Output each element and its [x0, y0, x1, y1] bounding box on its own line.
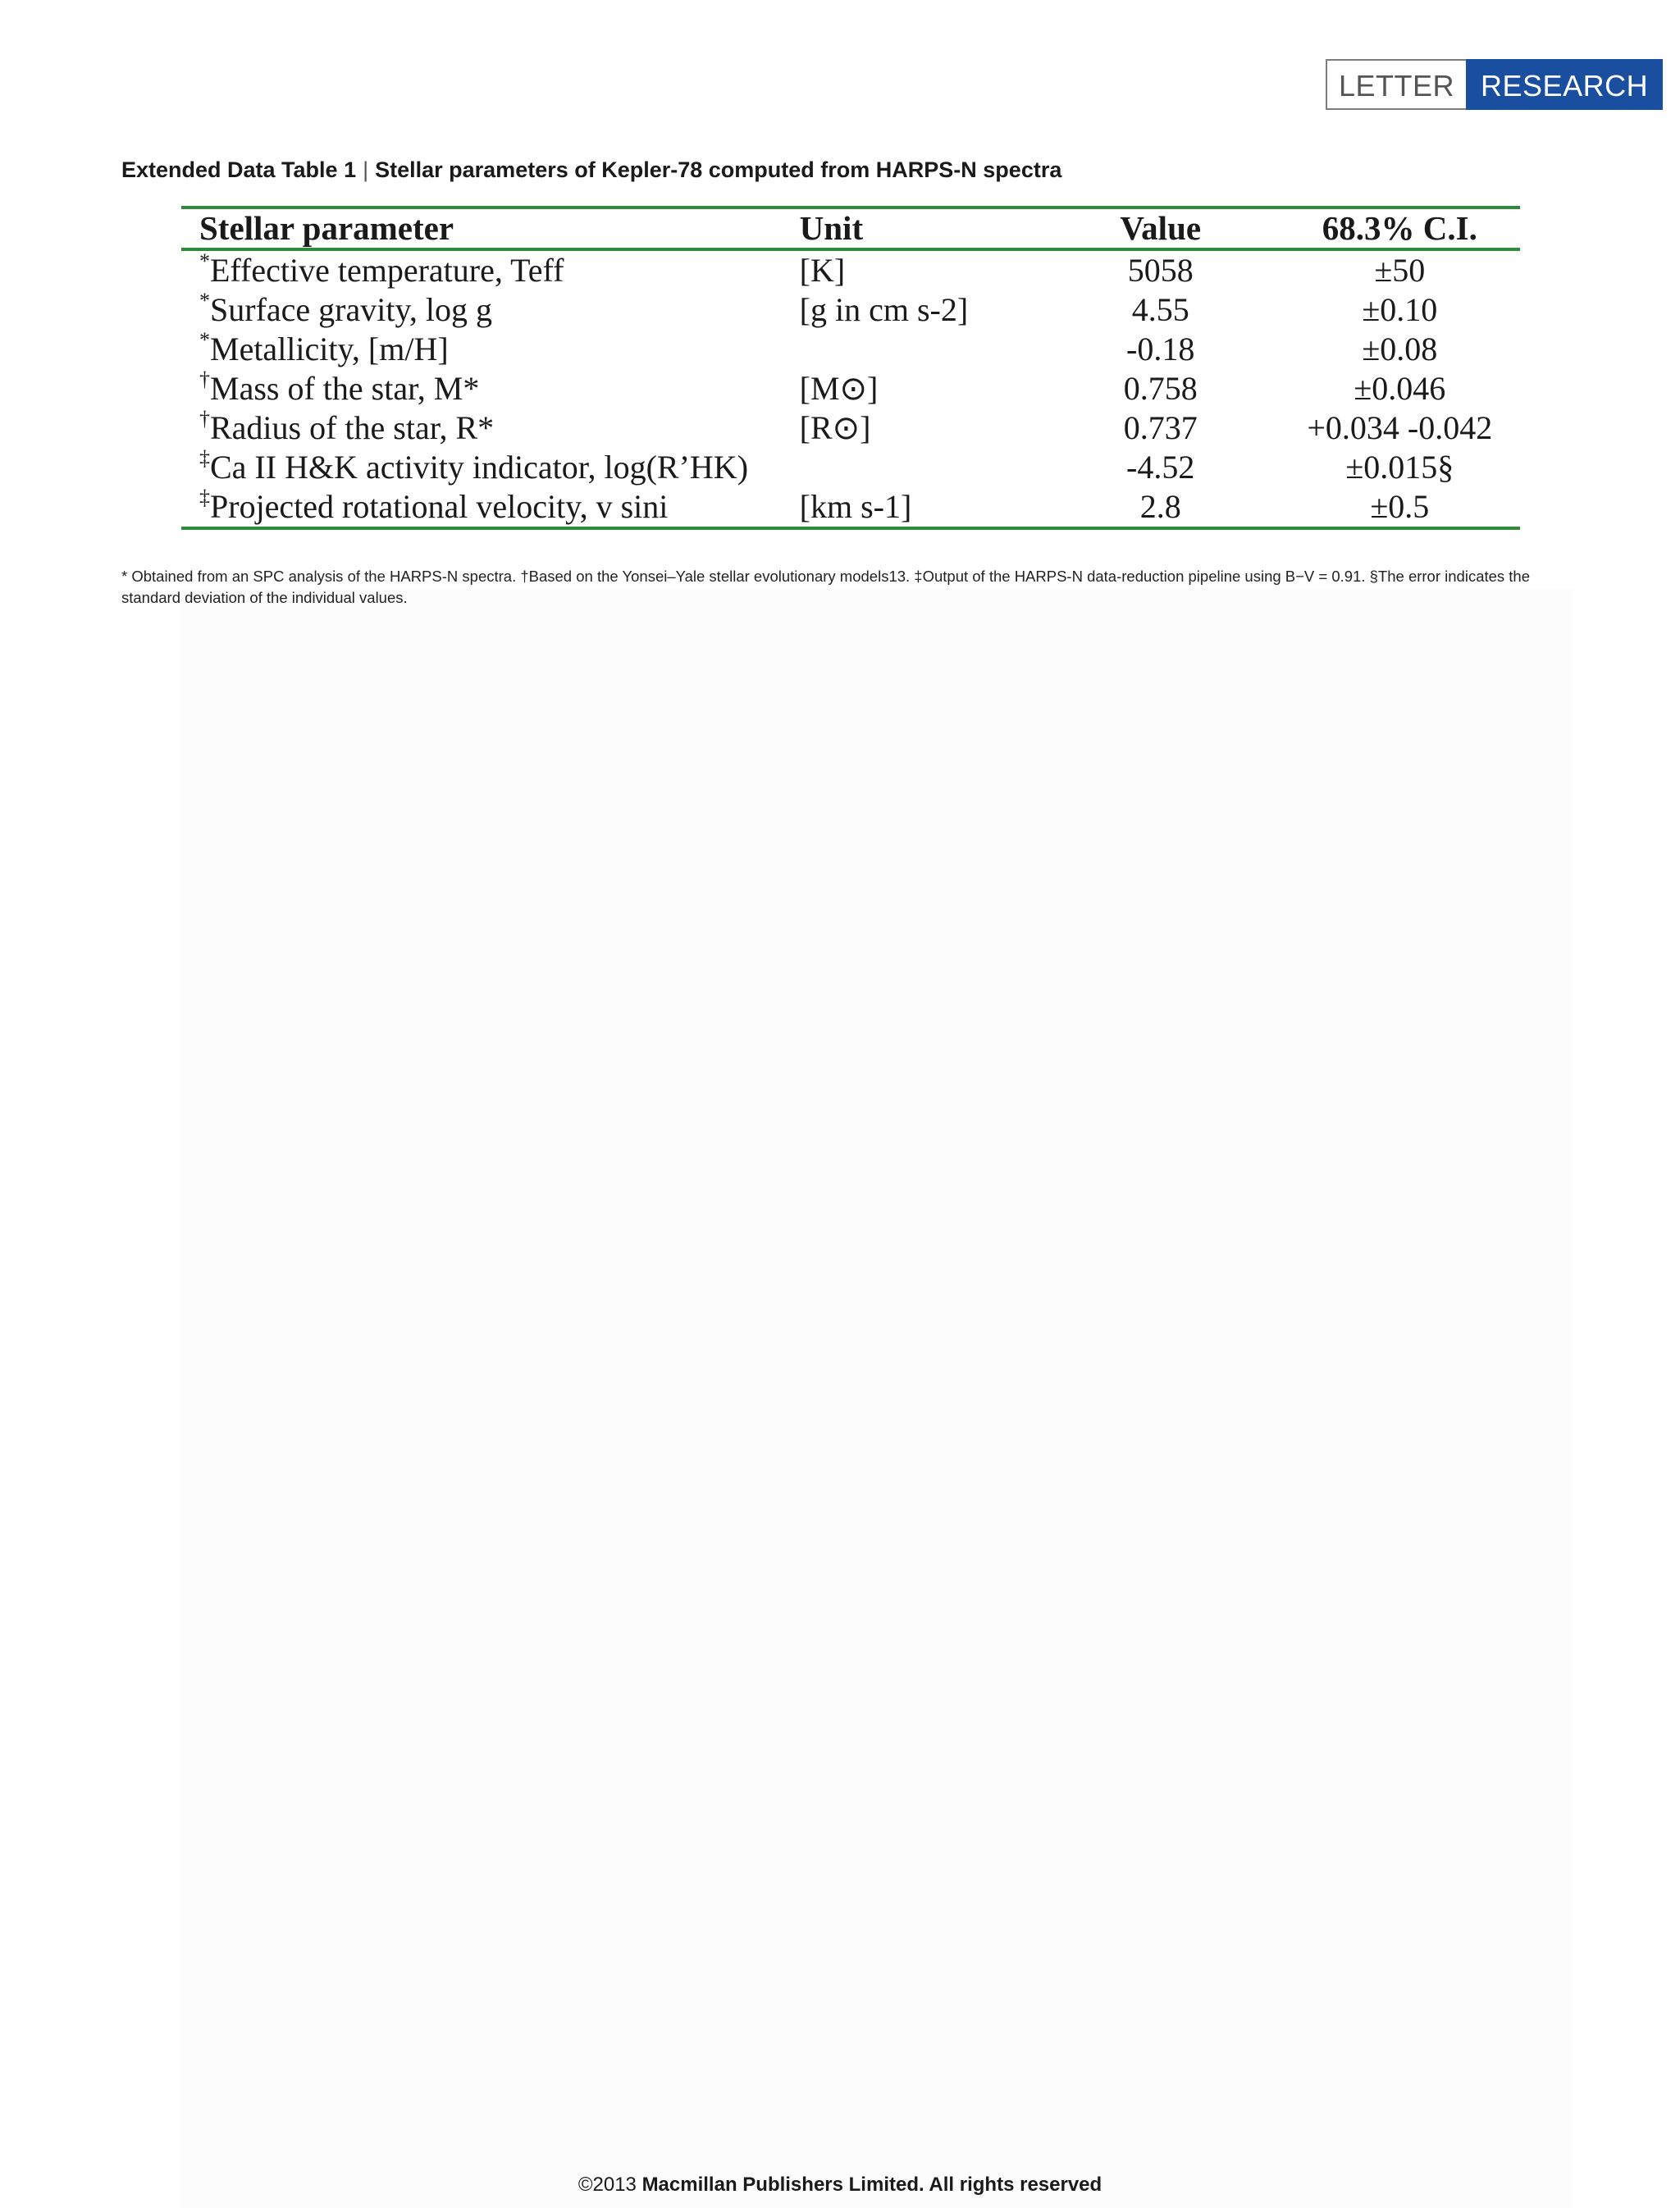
ci-cell: ±50	[1374, 252, 1426, 289]
header-unit: Unit	[799, 209, 864, 247]
parameter-cell: ‡Projected rotational velocity, v sini	[199, 486, 669, 525]
value-cell: 0.737	[1123, 409, 1198, 446]
table-row	[181, 330, 1520, 369]
table-footnote: * Obtained from an SPC analysis of the HARPS-N spectra. †Based on the Yonsei–Yale stellar evolutionary models13. ‡Output of the HARPS-N data-reduction pipeline using B−V = 0.91. §The error indicates the standard deviation of the individual values.	[121, 568, 1531, 606]
caption-separator: |	[363, 157, 369, 182]
table-row	[181, 369, 1520, 408]
value-cell: 5058	[1127, 252, 1194, 289]
badge-letter: LETTER	[1326, 59, 1466, 110]
header-parameter: Stellar parameter	[199, 209, 454, 247]
parameter-cell: *Surface gravity, log g	[199, 289, 492, 328]
value-cell: -0.18	[1126, 331, 1195, 367]
parameter-cell: ‡Ca II H&K activity indicator, log(R’HK)	[199, 446, 749, 486]
table-row	[181, 249, 1520, 290]
unit-cell: [km s-1]	[799, 488, 912, 525]
ci-cell: ±0.5	[1370, 488, 1430, 525]
parameter-cell: †Mass of the star, M*	[199, 367, 480, 407]
unit-cell: [M⊙]	[799, 370, 879, 407]
unit-cell	[800, 448, 1042, 487]
ci-cell: ±0.08	[1362, 331, 1438, 367]
parameter-cell: *Effective temperature, Teff	[199, 249, 564, 289]
ci-cell: +0.034 -0.042	[1307, 409, 1493, 446]
copyright-notice	[0, 2174, 1680, 2197]
section-badge	[1326, 59, 1663, 110]
parameter-cell: *Metallicity, [m/H]	[199, 328, 449, 367]
copyright-symbol: ©2013	[578, 2174, 637, 2196]
value-cell: 2.8	[1139, 488, 1181, 525]
table-row	[181, 290, 1520, 330]
copyright-text: Macmillan Publishers Limited. All rights reserved	[641, 2174, 1102, 2196]
table-row	[181, 448, 1520, 487]
header-value: Value	[1120, 209, 1202, 247]
table-row	[181, 487, 1520, 528]
ci-cell: ±0.015§	[1345, 449, 1454, 486]
table-header-row	[181, 208, 1520, 249]
parameter-cell: †Radius of the star, R*	[199, 407, 495, 446]
badge-research: RESEARCH	[1466, 59, 1663, 110]
table-row	[181, 408, 1520, 448]
table-caption	[121, 157, 1061, 183]
stellar-parameters-table	[181, 206, 1520, 530]
unit-cell: [K]	[799, 252, 846, 289]
ci-cell: ±0.10	[1362, 291, 1438, 328]
value-cell: -4.52	[1126, 449, 1195, 486]
value-cell: 4.55	[1131, 291, 1189, 328]
page-background	[179, 589, 1573, 2208]
unit-cell: [g in cm s-2]	[799, 291, 969, 328]
value-cell: 0.758	[1123, 370, 1198, 407]
ci-cell: ±0.046	[1354, 370, 1446, 407]
unit-cell	[800, 330, 1042, 369]
caption-title: Stellar parameters of Kepler-78 computed from HARPS-N spectra	[375, 157, 1062, 182]
caption-label: Extended Data Table 1	[121, 157, 357, 182]
header-ci: 68.3% C.I.	[1322, 209, 1477, 247]
unit-cell: [R⊙]	[799, 409, 871, 446]
